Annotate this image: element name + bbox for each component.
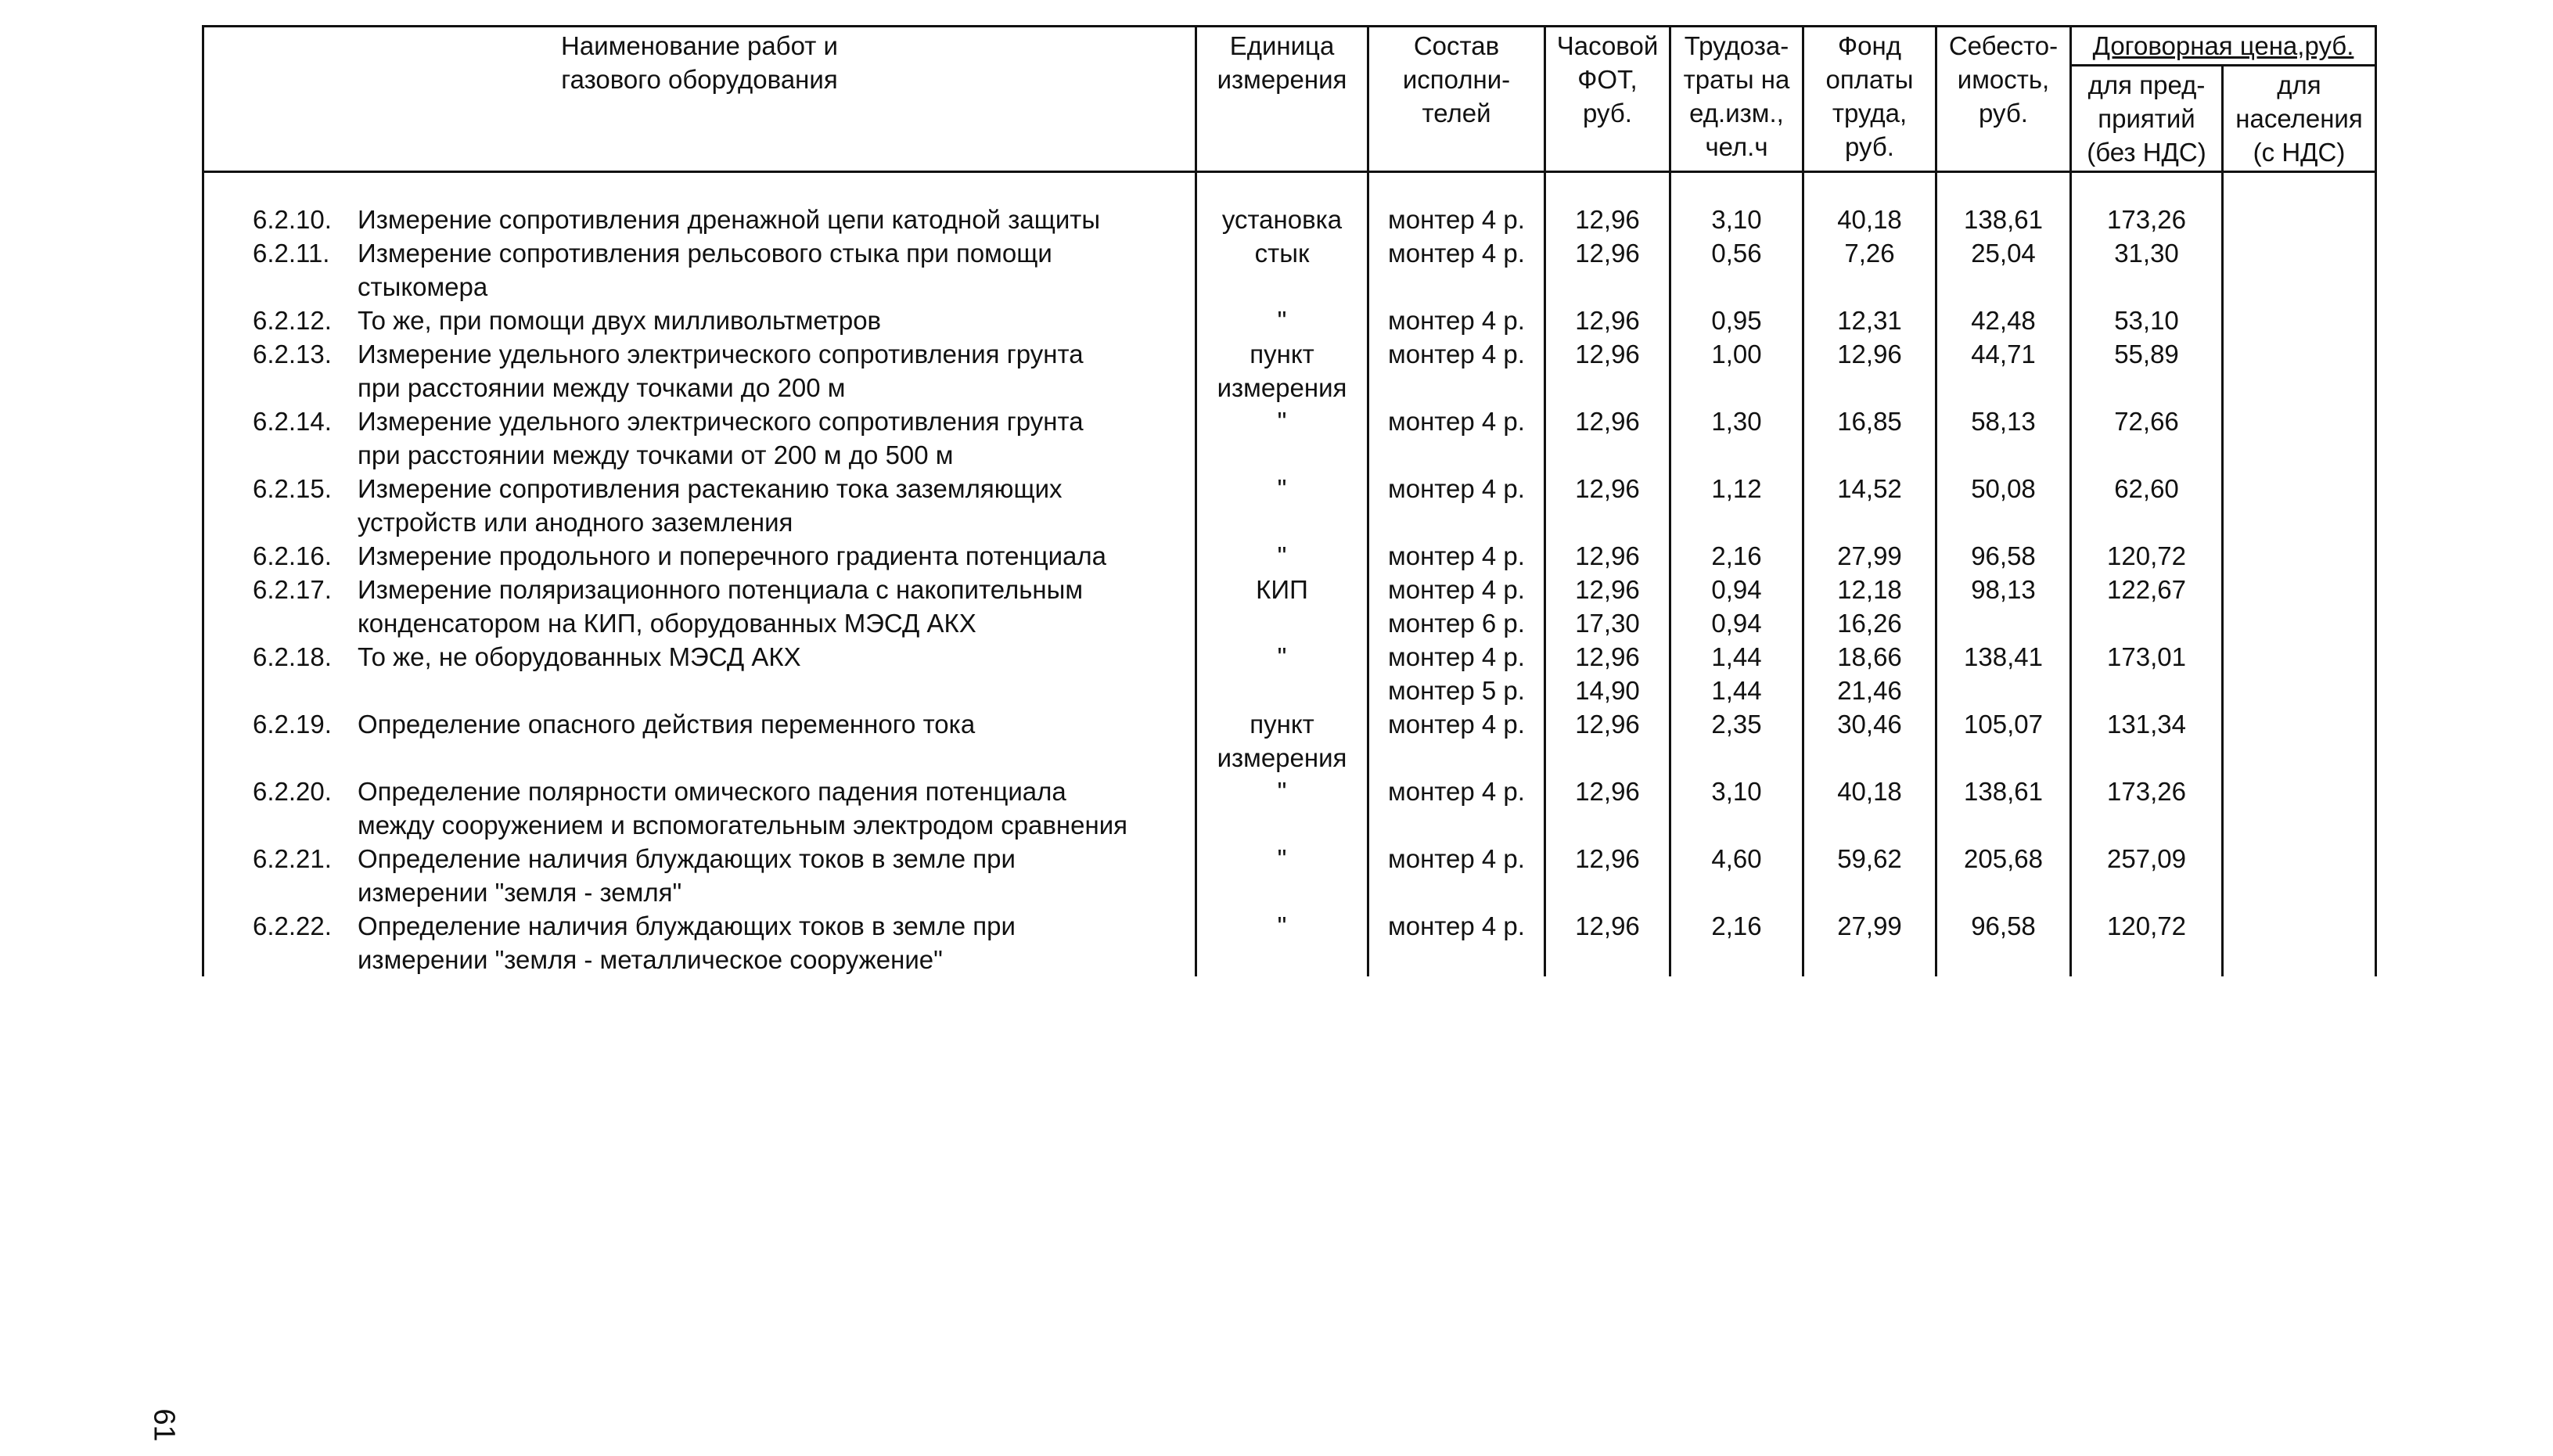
fot-cell <box>1545 236 1670 304</box>
work-name-line <box>253 909 1190 943</box>
work-code: 6.2.16. <box>253 541 332 570</box>
staff-cell <box>1368 909 1545 976</box>
fund-value: 12,31 <box>1837 306 1902 335</box>
work-name-text: Измерение сопротивления рельсового стыка при помощи <box>358 239 1052 268</box>
staff-cell <box>1368 203 1545 236</box>
fund-cell <box>1803 842 1936 909</box>
staff-cell <box>1368 472 1545 539</box>
price-enterprises-cell: 120,72 <box>2071 539 2223 573</box>
labor-value: 1,12 <box>1711 474 1762 503</box>
staff-cell <box>1368 842 1545 909</box>
header-for-population: для населения (с НДС) <box>2223 66 2376 172</box>
table-row <box>203 472 2376 539</box>
price-enterprises-cell: 72,66 <box>2071 404 2223 472</box>
cost-cell: 98,13 <box>1936 573 2071 640</box>
labor-cell <box>1670 842 1803 909</box>
price-population-cell <box>2223 909 2376 976</box>
labor-value: 0,94 <box>1711 609 1762 638</box>
price-enterprises-cell: 62,60 <box>2071 472 2223 539</box>
fund-value: 27,99 <box>1837 541 1902 570</box>
work-name-cell <box>203 640 1196 707</box>
fot-value: 12,96 <box>1575 642 1640 671</box>
unit-cell: " <box>1196 304 1368 337</box>
fund-value: 14,52 <box>1837 474 1902 503</box>
staff-value: монтер 6 р. <box>1388 609 1525 638</box>
fund-value: 30,46 <box>1837 710 1902 739</box>
fot-cell <box>1545 304 1670 337</box>
labor-cell <box>1670 203 1803 236</box>
price-population-cell <box>2223 236 2376 304</box>
header-hourly-fot: Часовой ФОТ, руб. <box>1545 27 1670 172</box>
fund-cell <box>1803 472 1936 539</box>
table-body <box>203 172 2376 977</box>
header-for-enterprises: для пред- приятий (без НДС) <box>2071 66 2223 172</box>
labor-value: 1,44 <box>1711 676 1762 705</box>
fund-value: 16,85 <box>1837 407 1902 436</box>
fund-cell <box>1803 573 1936 640</box>
work-code: 6.2.12. <box>253 306 332 335</box>
table-row <box>203 707 2376 775</box>
fund-value: 16,26 <box>1837 609 1902 638</box>
fund-cell <box>1803 337 1936 404</box>
fot-cell <box>1545 775 1670 842</box>
work-name-text: измерении "земля - земля" <box>358 878 682 907</box>
labor-cell <box>1670 236 1803 304</box>
header-staff: Состав исполни- телей <box>1368 27 1545 172</box>
price-enterprises-cell: 173,01 <box>2071 640 2223 707</box>
fot-value: 12,96 <box>1575 911 1640 940</box>
unit-cell: " <box>1196 909 1368 976</box>
header-labor: Трудоза- траты на ед.изм., чел.ч <box>1670 27 1803 172</box>
work-name-line <box>253 371 1190 404</box>
staff-value: монтер 4 р. <box>1388 205 1525 234</box>
unit-cell: " <box>1196 640 1368 707</box>
work-name-text: конденсатором на КИП, оборудованных МЭСД АКХ <box>358 609 976 638</box>
work-name-text: Измерение продольного и поперечного градиента потенциала <box>358 541 1107 570</box>
work-name-cell <box>203 236 1196 304</box>
price-enterprises-cell: 131,34 <box>2071 707 2223 775</box>
work-name-cell <box>203 707 1196 775</box>
price-enterprises-cell: 31,30 <box>2071 236 2223 304</box>
staff-value: монтер 4 р. <box>1388 474 1525 503</box>
unit-cell: " <box>1196 404 1368 472</box>
staff-cell <box>1368 539 1545 573</box>
labor-value: 2,35 <box>1711 710 1762 739</box>
price-enterprises-cell: 122,67 <box>2071 573 2223 640</box>
header-contract-price: Договорная цена,руб. <box>2071 27 2376 66</box>
work-name-line <box>253 640 1190 674</box>
fot-value: 17,30 <box>1575 609 1640 638</box>
work-name-text: Измерение удельного электрического сопротивления грунта <box>358 407 1084 436</box>
fund-cell <box>1803 640 1936 707</box>
fund-value: 12,18 <box>1837 575 1902 604</box>
staff-cell <box>1368 640 1545 707</box>
fund-value: 18,66 <box>1837 642 1902 671</box>
table-row <box>203 337 2376 404</box>
work-name-line <box>253 808 1190 842</box>
labor-value: 3,10 <box>1711 777 1762 806</box>
table-row <box>203 909 2376 976</box>
staff-cell <box>1368 337 1545 404</box>
staff-value: монтер 4 р. <box>1388 407 1525 436</box>
cost-cell: 96,58 <box>1936 909 2071 976</box>
header-wage-fund: Фонд оплаты труда, руб. <box>1803 27 1936 172</box>
fot-cell <box>1545 573 1670 640</box>
work-name-line <box>253 236 1190 270</box>
cost-cell: 25,04 <box>1936 236 2071 304</box>
fot-value: 12,96 <box>1575 777 1640 806</box>
fund-cell <box>1803 404 1936 472</box>
cost-cell: 105,07 <box>1936 707 2071 775</box>
staff-value: монтер 4 р. <box>1388 777 1525 806</box>
unit-cell: пункт измерения <box>1196 707 1368 775</box>
price-population-cell <box>2223 539 2376 573</box>
labor-value: 2,16 <box>1711 541 1762 570</box>
work-name-text: стыкомера <box>358 272 488 301</box>
work-name-text: Измерение сопротивления растеканию тока заземляющих <box>358 474 1063 503</box>
price-population-cell <box>2223 304 2376 337</box>
price-enterprises-cell: 173,26 <box>2071 203 2223 236</box>
unit-cell: установка <box>1196 203 1368 236</box>
fot-value: 12,96 <box>1575 474 1640 503</box>
work-name-line <box>253 707 1190 741</box>
header-unit: Единица измерения <box>1196 27 1368 172</box>
price-population-cell <box>2223 337 2376 404</box>
staff-cell <box>1368 304 1545 337</box>
fot-cell <box>1545 842 1670 909</box>
labor-value: 3,10 <box>1711 205 1762 234</box>
cost-cell: 205,68 <box>1936 842 2071 909</box>
staff-cell <box>1368 707 1545 775</box>
work-name-line <box>253 943 1190 976</box>
work-name-text: Измерение удельного электрического сопротивления грунта <box>358 340 1084 368</box>
labor-cell <box>1670 573 1803 640</box>
fot-cell <box>1545 909 1670 976</box>
header-name: Наименование работ и газового оборудования <box>203 27 1196 172</box>
work-name-cell <box>203 909 1196 976</box>
fot-value: 12,96 <box>1575 306 1640 335</box>
fund-cell <box>1803 775 1936 842</box>
staff-value: монтер 4 р. <box>1388 306 1525 335</box>
work-code: 6.2.22. <box>253 911 332 940</box>
staff-value: монтер 4 р. <box>1388 844 1525 873</box>
staff-value: монтер 4 р. <box>1388 710 1525 739</box>
work-name-cell <box>203 404 1196 472</box>
fot-value: 12,96 <box>1575 407 1640 436</box>
fund-cell <box>1803 304 1936 337</box>
work-code: 6.2.11. <box>253 239 330 268</box>
fot-cell <box>1545 404 1670 472</box>
labor-cell <box>1670 909 1803 976</box>
table-row <box>203 236 2376 304</box>
fot-value: 12,96 <box>1575 575 1640 604</box>
fund-cell <box>1803 707 1936 775</box>
work-name-cell <box>203 203 1196 236</box>
price-population-cell <box>2223 640 2376 707</box>
cost-cell: 42,48 <box>1936 304 2071 337</box>
cost-cell: 138,61 <box>1936 775 2071 842</box>
fund-value: 21,46 <box>1837 676 1902 705</box>
fund-cell <box>1803 236 1936 304</box>
fund-cell <box>1803 539 1936 573</box>
fund-cell <box>1803 203 1936 236</box>
work-code: 6.2.19. <box>253 710 332 739</box>
fot-value: 12,96 <box>1575 541 1640 570</box>
work-name-line <box>253 438 1190 472</box>
table-row <box>203 539 2376 573</box>
work-name-text: Измерение сопротивления дренажной цепи катодной защиты <box>358 205 1101 234</box>
fot-value: 12,96 <box>1575 844 1640 873</box>
fund-value: 40,18 <box>1837 777 1902 806</box>
work-name-cell <box>203 337 1196 404</box>
fund-cell <box>1803 909 1936 976</box>
work-name-line <box>253 606 1190 640</box>
price-enterprises-cell: 53,10 <box>2071 304 2223 337</box>
unit-cell: " <box>1196 539 1368 573</box>
work-name-text: Измерение поляризационного потенциала с накопительным <box>358 575 1084 604</box>
fot-cell <box>1545 472 1670 539</box>
work-code: 6.2.21. <box>253 844 332 873</box>
staff-value: монтер 4 р. <box>1388 642 1525 671</box>
labor-cell <box>1670 337 1803 404</box>
labor-cell <box>1670 707 1803 775</box>
work-name-text: между сооружением и вспомогательным электродом сравнения <box>358 811 1128 839</box>
labor-value: 1,30 <box>1711 407 1762 436</box>
staff-value: монтер 4 р. <box>1388 541 1525 570</box>
labor-value: 1,44 <box>1711 642 1762 671</box>
unit-cell: стык <box>1196 236 1368 304</box>
work-name-cell <box>203 842 1196 909</box>
staff-cell <box>1368 236 1545 304</box>
price-enterprises-cell: 173,26 <box>2071 775 2223 842</box>
cost-cell: 96,58 <box>1936 539 2071 573</box>
labor-value: 0,56 <box>1711 239 1762 268</box>
work-name-cell <box>203 304 1196 337</box>
work-name-cell <box>203 775 1196 842</box>
table-row <box>203 775 2376 842</box>
work-name-line <box>253 472 1190 505</box>
work-name-line <box>253 842 1190 875</box>
work-name-text: То же, при помощи двух милливольтметров <box>358 306 882 335</box>
unit-cell: КИП <box>1196 573 1368 640</box>
table-row <box>203 640 2376 707</box>
work-code: 6.2.18. <box>253 642 332 671</box>
fot-cell <box>1545 707 1670 775</box>
work-name-line <box>253 270 1190 304</box>
cost-cell: 50,08 <box>1936 472 2071 539</box>
work-name-line <box>253 505 1190 539</box>
fot-value: 12,96 <box>1575 205 1640 234</box>
labor-value: 0,94 <box>1711 575 1762 604</box>
fot-value: 14,90 <box>1575 676 1640 705</box>
work-name-text: при расстоянии между точками от 200 м до 500 м <box>358 440 954 469</box>
work-name-cell <box>203 573 1196 640</box>
staff-value: монтер 4 р. <box>1388 340 1525 368</box>
fund-value: 40,18 <box>1837 205 1902 234</box>
work-code: 6.2.20. <box>253 777 332 806</box>
labor-value: 4,60 <box>1711 844 1762 873</box>
work-name-line <box>253 875 1190 909</box>
cost-cell: 138,61 <box>1936 203 2071 236</box>
work-name-line <box>253 539 1190 573</box>
table-row <box>203 842 2376 909</box>
unit-cell: " <box>1196 775 1368 842</box>
work-name-text: Определение полярности омического падения потенциала <box>358 777 1066 806</box>
work-name-line <box>253 203 1190 236</box>
work-name-text: измерении "земля - металлическое сооружение" <box>358 945 943 974</box>
work-code: 6.2.10. <box>253 205 332 234</box>
price-enterprises-cell: 55,89 <box>2071 337 2223 404</box>
work-name-text: Определение наличия блуждающих токов в земле при <box>358 844 1016 873</box>
fund-value: 59,62 <box>1837 844 1902 873</box>
work-code: 6.2.14. <box>253 407 332 436</box>
staff-value: монтер 4 р. <box>1388 575 1525 604</box>
fot-value: 12,96 <box>1575 239 1640 268</box>
work-name-text: при расстоянии между точками до 200 м <box>358 373 846 402</box>
work-code: 6.2.13. <box>253 340 332 368</box>
labor-cell <box>1670 404 1803 472</box>
price-population-cell <box>2223 203 2376 236</box>
work-name-line <box>253 573 1190 606</box>
labor-value: 0,95 <box>1711 306 1762 335</box>
labor-value: 2,16 <box>1711 911 1762 940</box>
table-row <box>203 304 2376 337</box>
table-row <box>203 404 2376 472</box>
labor-cell <box>1670 640 1803 707</box>
labor-cell <box>1670 539 1803 573</box>
fot-cell <box>1545 203 1670 236</box>
staff-cell <box>1368 775 1545 842</box>
fot-cell <box>1545 539 1670 573</box>
work-name-text: устройств или анодного заземления <box>358 508 793 537</box>
unit-cell: пункт измерения <box>1196 337 1368 404</box>
price-enterprises-cell: 120,72 <box>2071 909 2223 976</box>
labor-cell <box>1670 304 1803 337</box>
work-name-text: Определение опасного действия переменного тока <box>358 710 976 739</box>
price-population-cell <box>2223 573 2376 640</box>
fot-value: 12,96 <box>1575 710 1640 739</box>
staff-cell <box>1368 573 1545 640</box>
work-code: 6.2.15. <box>253 474 332 503</box>
work-name-text: То же, не оборудованных МЭСД АКХ <box>358 642 801 671</box>
unit-cell: " <box>1196 842 1368 909</box>
work-name-cell <box>203 539 1196 573</box>
staff-cell <box>1368 404 1545 472</box>
fund-value: 12,96 <box>1837 340 1902 368</box>
staff-value: монтер 4 р. <box>1388 911 1525 940</box>
page-number: 61 <box>147 1408 181 1442</box>
fot-cell <box>1545 337 1670 404</box>
price-population-cell <box>2223 707 2376 775</box>
price-population-cell <box>2223 842 2376 909</box>
price-population-cell <box>2223 775 2376 842</box>
fund-value: 27,99 <box>1837 911 1902 940</box>
work-name-cell <box>203 472 1196 539</box>
work-name-text: Определение наличия блуждающих токов в земле при <box>358 911 1016 940</box>
price-table <box>202 25 2377 976</box>
work-code: 6.2.17. <box>253 575 332 604</box>
labor-value: 1,00 <box>1711 340 1762 368</box>
table-row <box>203 203 2376 236</box>
labor-cell <box>1670 775 1803 842</box>
unit-cell: " <box>1196 472 1368 539</box>
table-row <box>203 573 2376 640</box>
fot-value: 12,96 <box>1575 340 1640 368</box>
work-name-line <box>253 337 1190 371</box>
header-cost: Себесто- имость, руб. <box>1936 27 2071 172</box>
work-name-line <box>253 775 1190 808</box>
staff-value: монтер 5 р. <box>1388 676 1525 705</box>
work-name-line <box>253 404 1190 438</box>
price-population-cell <box>2223 404 2376 472</box>
cost-cell: 44,71 <box>1936 337 2071 404</box>
price-population-cell <box>2223 472 2376 539</box>
cost-cell: 138,41 <box>1936 640 2071 707</box>
work-name-line <box>253 304 1190 337</box>
fund-value: 7,26 <box>1844 239 1895 268</box>
staff-value: монтер 4 р. <box>1388 239 1525 268</box>
fot-cell <box>1545 640 1670 707</box>
cost-cell: 58,13 <box>1936 404 2071 472</box>
labor-cell <box>1670 472 1803 539</box>
price-enterprises-cell: 257,09 <box>2071 842 2223 909</box>
